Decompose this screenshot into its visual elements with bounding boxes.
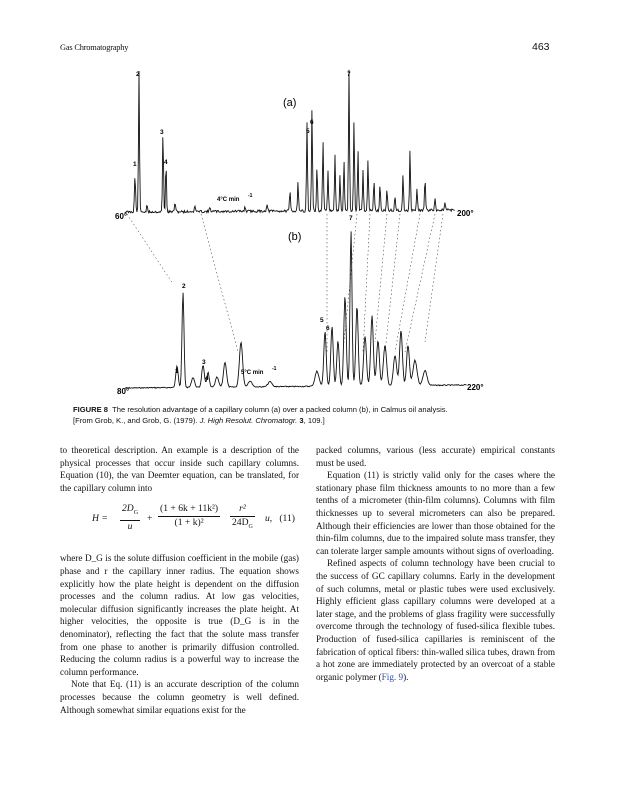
peak-label: 6 bbox=[310, 119, 314, 126]
peak-label: 5 bbox=[320, 317, 324, 324]
peak-label: 1 bbox=[133, 161, 137, 168]
rate-label-a: 4°C min bbox=[217, 197, 240, 203]
axis-a-start-temp: 60° bbox=[115, 212, 128, 221]
peak-label: 3 bbox=[160, 129, 164, 136]
paragraph: to theoretical description. An example is a description of the physical processes that occur inside such capillary columns. Equation (10), the van Deemter equation, can be translated, for the capillary column into bbox=[60, 445, 299, 493]
left-column bbox=[60, 444, 299, 716]
rate-label-b-exp: -1 bbox=[272, 366, 277, 372]
caption-text: The resolution advantage of a capillary column (a) over a packed column (b), in Calmus oil analysis. bbox=[112, 405, 448, 414]
figure-caption bbox=[73, 405, 543, 426]
peak-label: 1 bbox=[175, 368, 179, 375]
equation-11: H = $\frac{2D_G}{u}$ + $\frac{\text{(1 + 6k + 11k²)}}{\text{(1 + k)²}}$ $\frac{\text{r²}}{24D_G}$ u, (11) bbox=[92, 503, 295, 532]
peak-label: 6 bbox=[326, 325, 330, 332]
peak-label: 4 bbox=[164, 159, 168, 166]
fraction-term-2: $\frac{\text{(1 + 6k + 11k²)}}{\text{(1 + k)²}}$ bbox=[160, 503, 219, 528]
peak-label: 3 bbox=[202, 359, 206, 366]
chromatogram-trace-b bbox=[125, 231, 467, 388]
peak-label: 7 bbox=[347, 71, 351, 78]
peak-labels-a bbox=[133, 71, 351, 168]
page-number: 463 bbox=[532, 41, 550, 53]
chromatogram-trace-a bbox=[125, 70, 455, 213]
equation-lhs: H = bbox=[92, 513, 108, 525]
peak-label: 2 bbox=[182, 283, 186, 290]
rate-label-a-exp: -1 bbox=[248, 193, 253, 199]
peak-label: 7 bbox=[349, 215, 353, 222]
peak-label: 4 bbox=[205, 375, 209, 382]
paragraph: packed columns, various (less accurate) empirical constants must be used. bbox=[316, 445, 555, 468]
axis-a-end-temp: 200° bbox=[457, 209, 474, 218]
figure-9-link[interactable]: Fig. 9 bbox=[381, 671, 404, 682]
axis-b-end-temp: 220° bbox=[467, 383, 484, 392]
equation-number: (11) bbox=[279, 513, 295, 525]
peak-label: 5 bbox=[306, 128, 310, 135]
axis-b-start-temp: 80° bbox=[117, 387, 130, 396]
rate-label-b: 5°C min bbox=[241, 370, 264, 376]
caption-volume: 3 bbox=[299, 415, 304, 425]
chromatogram-figure bbox=[95, 62, 535, 402]
paragraph: where D_G is the solute diffusion coefficient in the mobile (gas) phase and r the capillary inner radius. The equation shows explicitly how the plate height is dependent on the diffusion processes and the column radius. At low gas velocities, molecular diffusion significantly increases the plate height. At higher velocities, the opposite is true (D_G is in the denominator), reflecting the fact that the solute mass transfer from one phase to another is primarily diffusion controlled. Reducing the column radius is a powerful way to increase the column performance. bbox=[60, 553, 299, 677]
paragraph: Note that Eq. (11) is an accurate description of the column processes because the column geometry is well defined. Although somewhat similar equations exist for the bbox=[60, 679, 299, 715]
caption-journal: J. High Resolut. Chromatogr. bbox=[199, 415, 298, 425]
caption-source-suffix: , 109.] bbox=[303, 415, 325, 425]
panel-a-label: (a) bbox=[283, 97, 297, 109]
running-title: Gas Chromatography bbox=[60, 43, 129, 52]
panel-b-label: (b) bbox=[288, 231, 302, 243]
fraction-term-1: $\frac{2D_G}{u}$ bbox=[122, 503, 139, 532]
right-column bbox=[316, 444, 555, 683]
figure-label: FIGURE 8 bbox=[73, 405, 109, 414]
paragraph: Equation (11) is strictly valid only for the cases where the stationary phase film thickness amounts to no more than a few tenths of a micrometer (thin-film columns). Columns with film thicknesses up to several micrometers can also be prepared. Although their efficiencies are lower than those obtained for the thin-film columns, due to the impaired solute mass transfer, they can tolerate larger sample amounts without signs of overloading. bbox=[316, 470, 555, 556]
paragraph: Refined aspects of column technology have been crucial to the success of GC capillary columns. Early in the development of such columns, metal or plastic tubes were used exclusively. Highly efficient glass capillary columns were developed at a later stage, and the problems of glass fragility were successfully overcome through the technology of fused-silica flexible tubes. Production of fused-silica capillaries is reminiscent of the fabrication of optical fibers: thin-walled silica tubes, drawn from a hot zone are immediately protected by an overcoat of a stable organic polymer (Fig. 9). bbox=[316, 558, 555, 682]
fraction-term-3: $\frac{\text{r²}}{24D_G}$ bbox=[232, 503, 253, 530]
peak-label: 2 bbox=[136, 71, 140, 78]
correlation-dashed-lines bbox=[127, 214, 443, 352]
caption-source-prefix: [From Grob, K., and Grob, G. (1979). bbox=[73, 415, 200, 425]
